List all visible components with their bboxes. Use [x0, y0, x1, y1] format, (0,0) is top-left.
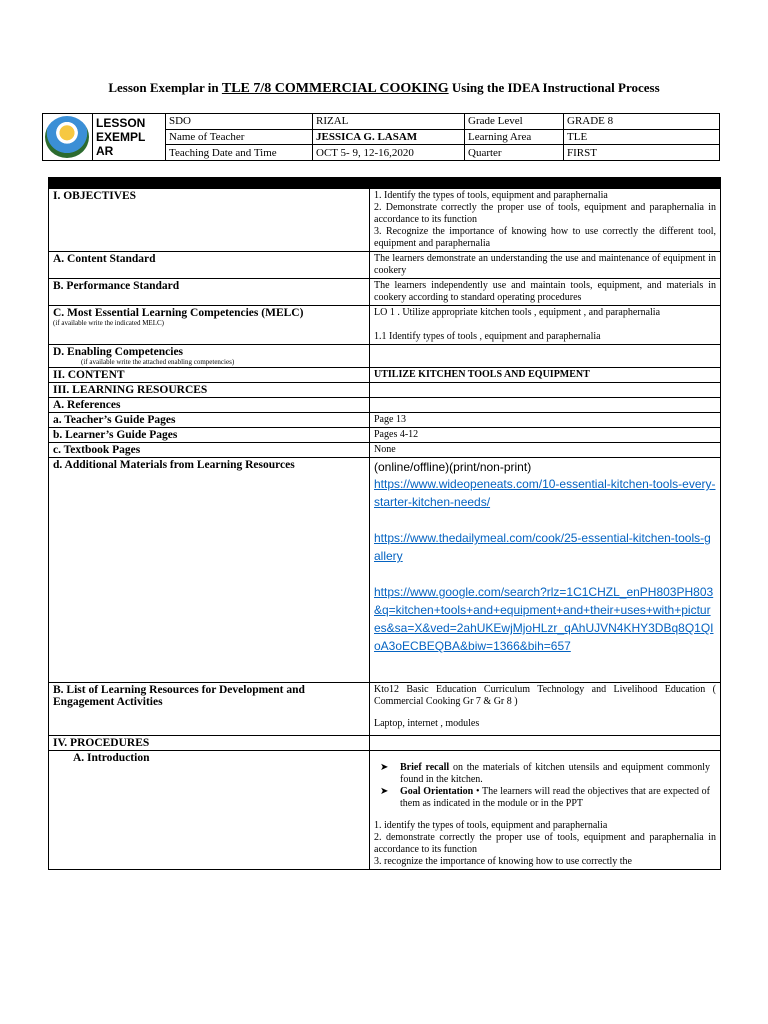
- content-row: [49, 368, 721, 383]
- deped-seal-icon: [45, 116, 89, 158]
- header-table: [42, 113, 720, 161]
- header-key: SDO: [166, 114, 313, 130]
- performance-standard-label: B. Performance Standard: [49, 279, 370, 306]
- header-value: FIRST: [564, 145, 720, 161]
- enabling-row: [49, 345, 721, 368]
- learners-guide-value: Pages 4-12: [370, 428, 721, 443]
- header-key: Learning Area: [465, 129, 564, 145]
- learning-resources-row: [49, 383, 721, 398]
- textbook-value: None: [370, 443, 721, 458]
- header-value: GRADE 8: [564, 114, 720, 130]
- enabling-value: [370, 345, 721, 368]
- materials-type: (online/offline)(print/non-print): [374, 460, 532, 474]
- lesson-table: [48, 177, 721, 870]
- resource-link[interactable]: https://www.wideopeneats.com/10-essential-kitchen-tools-every-starter-kitchen-needs/: [374, 477, 716, 509]
- melc-label: C. Most Essential Learning Competencies (MELC) (if available write the indicated MELC): [49, 306, 370, 345]
- learning-resources-label: III. LEARNING RESOURCES: [49, 383, 370, 398]
- header-value: RIZAL: [313, 114, 465, 130]
- additional-materials-value: [370, 458, 721, 683]
- procedures-label: IV. PROCEDURES: [49, 736, 370, 751]
- header-value: OCT 5- 9, 12-16,2020: [313, 145, 465, 161]
- title-subject: TLE 7/8 COMMERCIAL COOKING: [221, 81, 449, 96]
- content-standard-label: A. Content Standard: [49, 252, 370, 279]
- resource-link[interactable]: https://www.thedailymeal.com/cook/25-essential-kitchen-tools-gallery: [374, 531, 711, 563]
- content-standard-value: The learners demonstrate an understanding the use and maintenance of equipment in cookery: [370, 252, 721, 279]
- references-row: [49, 398, 721, 413]
- header-key: Name of Teacher: [166, 129, 313, 145]
- arrow-bullet-icon: ➤: [380, 762, 389, 773]
- textbook-row: [49, 443, 721, 458]
- melc-value: LO 1 . Utilize appropriate kitchen tools , equipment , and paraphernalia 1.1 Identify types of tools , equipment and paraphernalia: [370, 306, 721, 345]
- lesson-exemplar-label: LESSON EXEMPL AR: [93, 114, 166, 161]
- references-label: A. References: [49, 398, 370, 413]
- objectives-label: I. OBJECTIVES: [49, 189, 370, 252]
- teachers-guide-label: a. Teacher’s Guide Pages: [49, 413, 370, 428]
- resource-link[interactable]: https://www.google.com/search?rlz=1C1CHZL_enPH803PH803&q=kitchen+tools+and+equipment+and+their+uses+with+pictures&sa=X&ved=2ahUKEwjMjoHLzr_qAhUJVN4KHY3DBq8Q1QIoA3oECBEQBA&biw=1366&bih=657: [374, 585, 714, 653]
- enabling-note: (if available write the attached enabling competencies): [81, 358, 235, 366]
- title-prefix: Lesson Exemplar in: [108, 80, 219, 95]
- header-key: Quarter: [465, 145, 564, 161]
- list-item: ➤ Brief recall on the materials of kitchen utensils and equipment commonly found in the kitchen.: [380, 762, 710, 785]
- introduction-value: ➤ Brief recall on the materials of kitchen utensils and equipment commonly found in the kitchen. ➤ Goal Orientation • The learners will read the objectives that are expected of them as indicated in the module or in the PPT 1. identify the types of tools, equipment and paraphernalia 2. demonstrate correctly the proper use of tools, equipment and paraphernalia in accordance to its function 3. recognize the importance of knowing how to use correctly the: [370, 751, 721, 870]
- content-standard-row: [49, 252, 721, 279]
- content-label: II. CONTENT: [49, 368, 370, 383]
- arrow-bullet-icon: ➤: [380, 786, 389, 797]
- title-suffix: Using the IDEA Instructional Process: [451, 80, 660, 95]
- content-value: UTILIZE KITCHEN TOOLS AND EQUIPMENT: [370, 368, 721, 383]
- additional-materials-row: [49, 458, 721, 683]
- learners-guide-row: [49, 428, 721, 443]
- performance-standard-value: The learners independently use and maintain tools, equipment, and materials in cookery according to standard operating procedures: [370, 279, 721, 306]
- learning-resources-list-label: B. List of Learning Resources for Development and Engagement Activities: [49, 683, 370, 736]
- introduction-row: [49, 751, 721, 870]
- melc-note: (if available write the indicated MELC): [53, 319, 164, 327]
- textbook-label: c. Textbook Pages: [49, 443, 370, 458]
- learning-resources-list-value: Kto12 Basic Education Curriculum Technology and Livelihood Education ( Commercial Cooking Gr 7 & Gr 8 ) Laptop, internet , modules: [370, 683, 721, 736]
- header-value: TLE: [564, 129, 720, 145]
- learning-resources-list-row: [49, 683, 721, 736]
- header-key: Grade Level: [465, 114, 564, 130]
- additional-materials-label: d. Additional Materials from Learning Resources: [49, 458, 370, 683]
- logo-cell: [43, 114, 93, 161]
- document-title: [0, 80, 768, 97]
- performance-standard-row: [49, 279, 721, 306]
- header-key: Teaching Date and Time: [166, 145, 313, 161]
- list-item: ➤ Goal Orientation • The learners will read the objectives that are expected of them as indicated in the module or in the PPT: [380, 786, 710, 809]
- teachers-guide-value: Page 13: [370, 413, 721, 428]
- procedures-row: [49, 736, 721, 751]
- introduction-label: A. Introduction: [49, 751, 370, 870]
- objectives-value: 1. Identify the types of tools, equipment and paraphernalia 2. Demonstrate correctly the proper use of tools, equipment and paraphernalia in accordance to its function 3. Recognize the importance of knowing how to use correctly the different tool, equipment and paraphernalia: [370, 189, 721, 252]
- black-header-bar: [49, 178, 721, 189]
- teachers-guide-row: [49, 413, 721, 428]
- teacher-name: JESSICA G. LASAM: [313, 129, 465, 145]
- learners-guide-label: b. Learner’s Guide Pages: [49, 428, 370, 443]
- enabling-label: D. Enabling Competencies (if available write the attached enabling competencies): [49, 345, 370, 368]
- objectives-row: [49, 189, 721, 252]
- melc-row: [49, 306, 721, 345]
